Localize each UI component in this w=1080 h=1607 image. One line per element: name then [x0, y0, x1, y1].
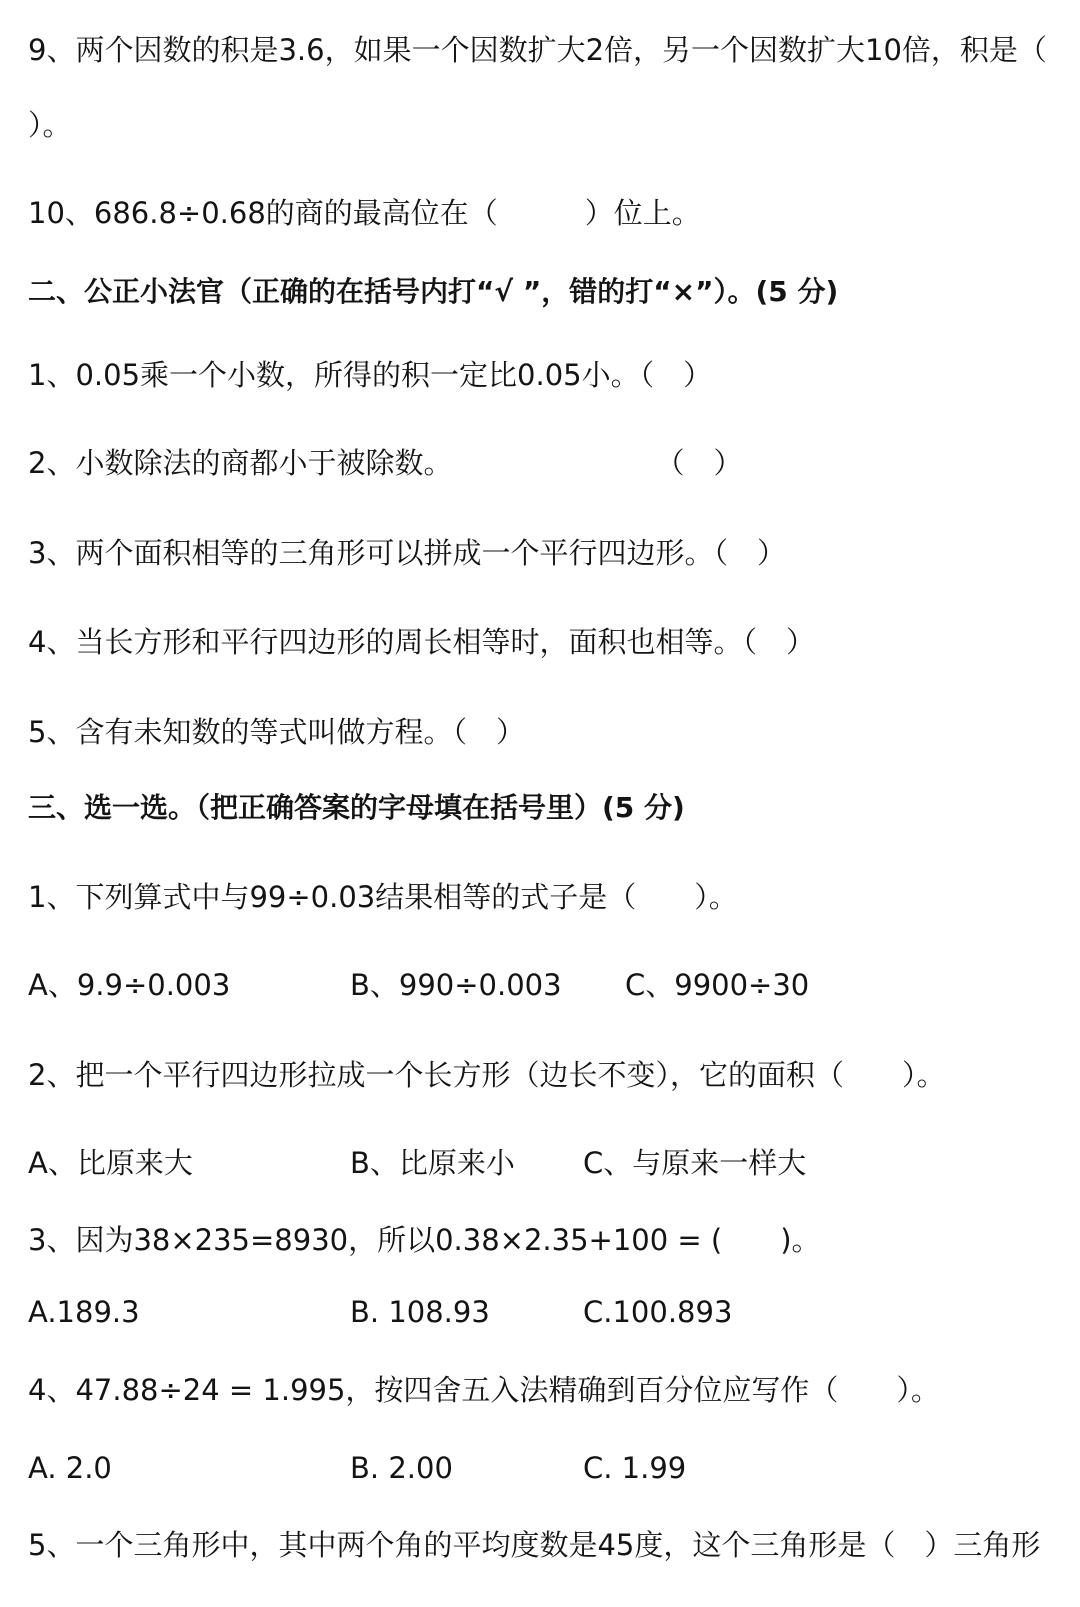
- choice-question-1-option-b: B、990÷0.003: [350, 968, 562, 1002]
- choice-question-1-option-a: A、9.9÷0.003: [28, 968, 231, 1002]
- choice-question-5-stem: 5、一个三角形中，其中两个角的平均度数是45度，这个三角形是（ ）三角形: [28, 1528, 1041, 1562]
- true-false-item-3: 3、两个面积相等的三角形可以拼成一个平行四边形。（ ）: [28, 536, 786, 570]
- true-false-item-4: 4、当长方形和平行四边形的周长相等时，面积也相等。（ ）: [28, 625, 815, 659]
- question-9-line-1: 9、两个因数的积是3.6，如果一个因数扩大2倍，另一个因数扩大10倍，积是（: [28, 33, 1047, 67]
- choice-question-2-option-b: B、比原来小: [350, 1146, 515, 1180]
- true-false-item-5: 5、含有未知数的等式叫做方程。（ ）: [28, 715, 525, 749]
- question-9-line-2: ）。: [28, 108, 72, 142]
- choice-question-2-option-c: C、与原来一样大: [583, 1146, 807, 1180]
- choice-question-4-option-b: B. 2.00: [350, 1451, 453, 1485]
- choice-question-4-option-a: A. 2.0: [28, 1451, 112, 1485]
- choice-question-1-stem: 1、下列算式中与99÷0.03结果相等的式子是（ ）。: [28, 880, 738, 914]
- section-2-heading: 二、公正小法官（正确的在括号内打“√ ”，错的打“×”）。(5 分): [28, 275, 839, 308]
- choice-question-4-option-c: C. 1.99: [583, 1451, 687, 1485]
- true-false-item-1: 1、0.05乘一个小数，所得的积一定比0.05小。（ ）: [28, 358, 713, 392]
- choice-question-4-stem: 4、47.88÷24 = 1.995，按四舍五入法精确到百分位应写作（ ）。: [28, 1373, 940, 1407]
- choice-question-2-option-a: A、比原来大: [28, 1146, 193, 1180]
- choice-question-3-option-a: A.189.3: [28, 1295, 140, 1329]
- question-10: 10、686.8÷0.68的商的最高位在（ ）位上。: [28, 196, 701, 230]
- section-3-heading: 三、选一选。（把正确答案的字母填在括号里）(5 分): [28, 791, 685, 824]
- choice-question-1-option-c: C、9900÷30: [625, 968, 810, 1002]
- true-false-item-2: 2、小数除法的商都小于被除数。 （ ）: [28, 446, 743, 480]
- choice-question-3-option-c: C.100.893: [583, 1295, 733, 1329]
- choice-question-3-option-b: B. 108.93: [350, 1295, 490, 1329]
- choice-question-3-stem: 3、因为38×235=8930，所以0.38×2.35+100 = ( )。: [28, 1223, 821, 1257]
- choice-question-2-stem: 2、把一个平行四边形拉成一个长方形（边长不变），它的面积（ ）。: [28, 1058, 946, 1092]
